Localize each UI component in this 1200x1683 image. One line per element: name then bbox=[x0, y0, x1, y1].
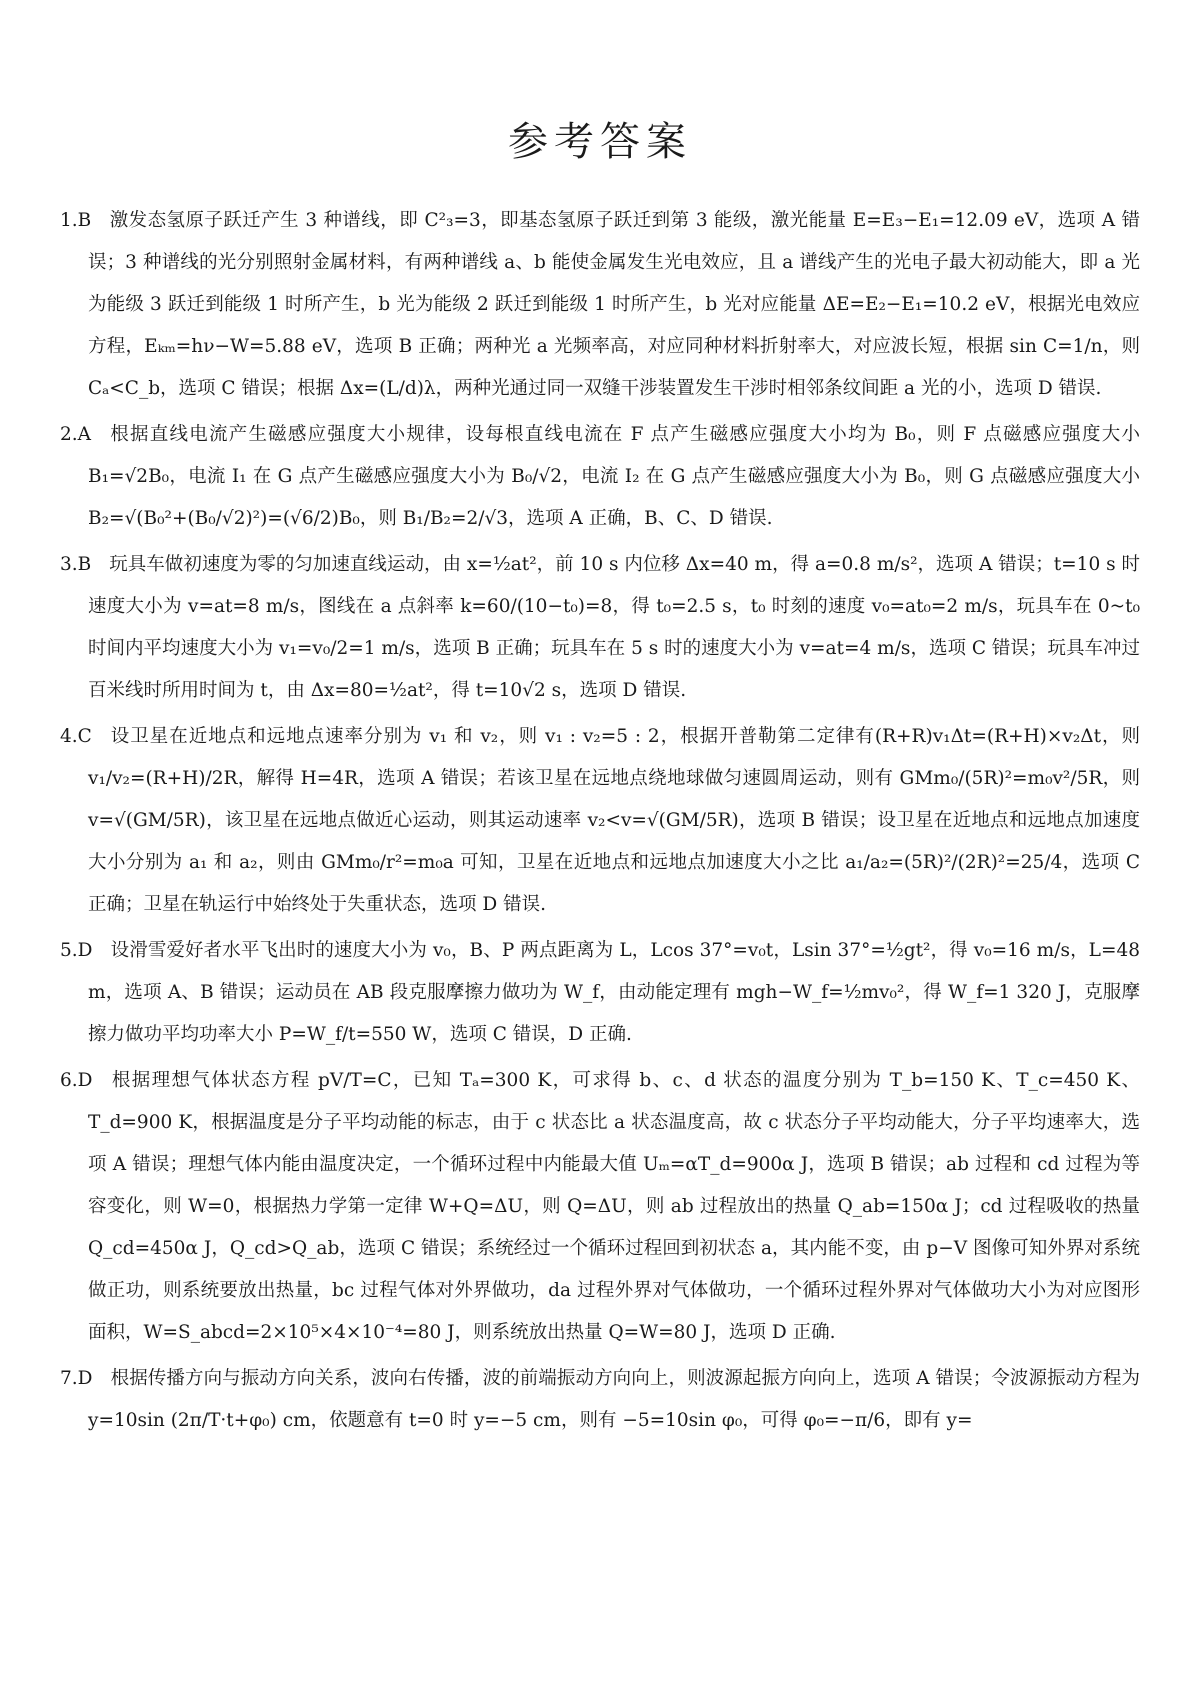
item-explanation: 根据理想气体状态方程 pV/T=C，已知 Tₐ=300 K，可求得 b、c、d 状态的温度分别为 T_b=150 K、T_c=450 K、T_d=900 K，根据温度是分子平均动能的标志，由于 c 状态比 a 状态温度高，故 c 状态分子平均动能大，分子平均速率大，选项 A 错误；理想气体内能由温度决定，一个循环过程中内能最大值 Uₘ=αT_d=900α J，选项 B 错误；ab 过程和 cd 过程为等容变化，则 W=0，根据热力学第一定律 W+Q=ΔU，则 Q=ΔU，则 ab 过程放出的热量 Q_ab=150α J；cd 过程吸收的热量 Q_cd=450α J，Q_cd>Q_ab，选项 C 错误；系统经过一个循环过程回到初状态 a，其内能不变，由 p−V 图像可知外界对系统做正功，则系统要放出热量，bc 过程气体对外界做功，da 过程外界对气体做功，一个循环过程外界对气体做功大小为对应图形面积，W=S_abcd=2×10⁵×4×10⁻⁴=80 J，则系统放出热量 Q=W=80 J，选项 D 正确. bbox=[88, 1070, 1140, 1343]
item-answer: B bbox=[77, 554, 92, 575]
item-answer: B bbox=[77, 210, 92, 231]
answer-item-6 bbox=[60, 1060, 1140, 1354]
item-number: 2. bbox=[60, 424, 78, 445]
item-answer: D bbox=[77, 1368, 93, 1389]
item-number: 1. bbox=[60, 210, 78, 231]
item-number: 3. bbox=[60, 554, 78, 575]
page-title: 参考答案 bbox=[508, 119, 692, 165]
answer-item-1 bbox=[60, 200, 1140, 410]
item-explanation: 根据传播方向与振动方向关系，波向右传播，波的前端振动方向向上，则波源起振方向向上，选项 A 错误；令波源振动方程为 y=10sin (2π/T·t+φ₀) cm，依题意有 t=0 时 y=−5 cm，则有 −5=10sin φ₀，可得 φ₀=−π/6，即有 y= bbox=[88, 1368, 1140, 1431]
answer-list bbox=[60, 200, 1140, 1446]
item-explanation: 设卫星在近地点和远地点速率分别为 v₁ 和 v₂，则 v₁ : v₂=5 : 2，根据开普勒第二定律有(R+R)v₁Δt=(R+H)×v₂Δt，则 v₁/v₂=(R+H)/2R，解得 H=4R，选项 A 错误；若该卫星在远地点绕地球做匀速圆周运动，则有 GMm₀/(5R)²=m₀v²/5R，则 v=√(GM/5R)，该卫星在远地点做近心运动，则其运动速率 v₂<v=√(GM/5R)，选项 B 错误；设卫星在近地点和远地点加速度大小分别为 a₁ 和 a₂，则由 GMm₀/r²=m₀a 可知，卫星在近地点和远地点加速度大小之比 a₁/a₂=(5R)²/(2R)²=25/4，选项 C 正确；卫星在轨运行中始终处于失重状态，选项 D 错误. bbox=[88, 726, 1140, 915]
item-number: 7. bbox=[60, 1368, 78, 1389]
item-answer: A bbox=[77, 424, 92, 445]
item-answer: D bbox=[77, 940, 93, 961]
item-number: 5. bbox=[60, 940, 78, 961]
answer-item-2 bbox=[60, 414, 1140, 540]
answer-item-3 bbox=[60, 544, 1140, 712]
item-explanation: 根据直线电流产生磁感应强度大小规律，设每根直线电流在 F 点产生磁感应强度大小均为 B₀，则 F 点磁感应强度大小 B₁=√2B₀，电流 I₁ 在 G 点产生磁感应强度大小为 B₀/√2，电流 I₂ 在 G 点产生磁感应强度大小为 B₀，则 G 点磁感应强度大小 B₂=√(B₀²+(B₀/√2)²)=(√6/2)B₀，则 B₁/B₂=2/√3，选项 A 正确，B、C、D 错误. bbox=[88, 424, 1140, 529]
item-explanation: 设滑雪爱好者水平飞出时的速度大小为 v₀，B、P 两点距离为 L，Lcos 37°=v₀t，Lsin 37°=½gt²，得 v₀=16 m/s，L=48 m，选项 A、B 错误；运动员在 AB 段克服摩擦力做功为 W_f，由动能定理有 mgh−W_f=½mv₀²，得 W_f=1 320 J，克服摩擦力做功平均功率大小 P=W_f/t=550 W，选项 C 错误，D 正确. bbox=[88, 940, 1140, 1045]
item-answer: D bbox=[77, 1070, 93, 1091]
item-explanation: 激发态氢原子跃迁产生 3 种谱线，即 C²₃=3，即基态氢原子跃迁到第 3 能级，激光能量 E=E₃−E₁=12.09 eV，选项 A 错误；3 种谱线的光分别照射金属材料，有两种谱线 a、b 能使金属发生光电效应，且 a 谱线产生的光电子最大初动能大，即 a 光为能级 3 跃迁到能级 1 时所产生，b 光为能级 2 跃迁到能级 1 时所产生，b 光对应能量 ΔE=E₂−E₁=10.2 eV，根据光电效应方程，Eₖₘ=hν−W=5.88 eV，选项 B 正确；两种光 a 光频率高，对应同种材料折射率大，对应波长短，根据 sin C=1/n，则 Cₐ<C_b，选项 C 错误；根据 Δx=(L/d)λ，两种光通过同一双缝干涉装置发生干涉时相邻条纹间距 a 光的小，选项 D 错误. bbox=[88, 210, 1140, 399]
answer-item-7 bbox=[60, 1358, 1140, 1442]
item-answer: C bbox=[77, 726, 92, 747]
answer-item-4 bbox=[60, 716, 1140, 926]
item-number: 4. bbox=[60, 726, 78, 747]
item-number: 6. bbox=[60, 1070, 78, 1091]
item-explanation: 玩具车做初速度为零的匀加速直线运动，由 x=½at²，前 10 s 内位移 Δx=40 m，得 a=0.8 m/s²，选项 A 错误；t=10 s 时速度大小为 v=at=8 m/s，图线在 a 点斜率 k=60/(10−t₀)=8，得 t₀=2.5 s，t₀ 时刻的速度 v₀=at₀=2 m/s，玩具车在 0~t₀ 时间内平均速度大小为 v₁=v₀/2=1 m/s，选项 B 正确；玩具车在 5 s 时的速度大小为 v=at=4 m/s，选项 C 错误；玩具车冲过百米线时所用时间为 t，由 Δx=80=½at²，得 t=10√2 s，选项 D 错误. bbox=[88, 554, 1140, 701]
answer-item-5 bbox=[60, 930, 1140, 1056]
